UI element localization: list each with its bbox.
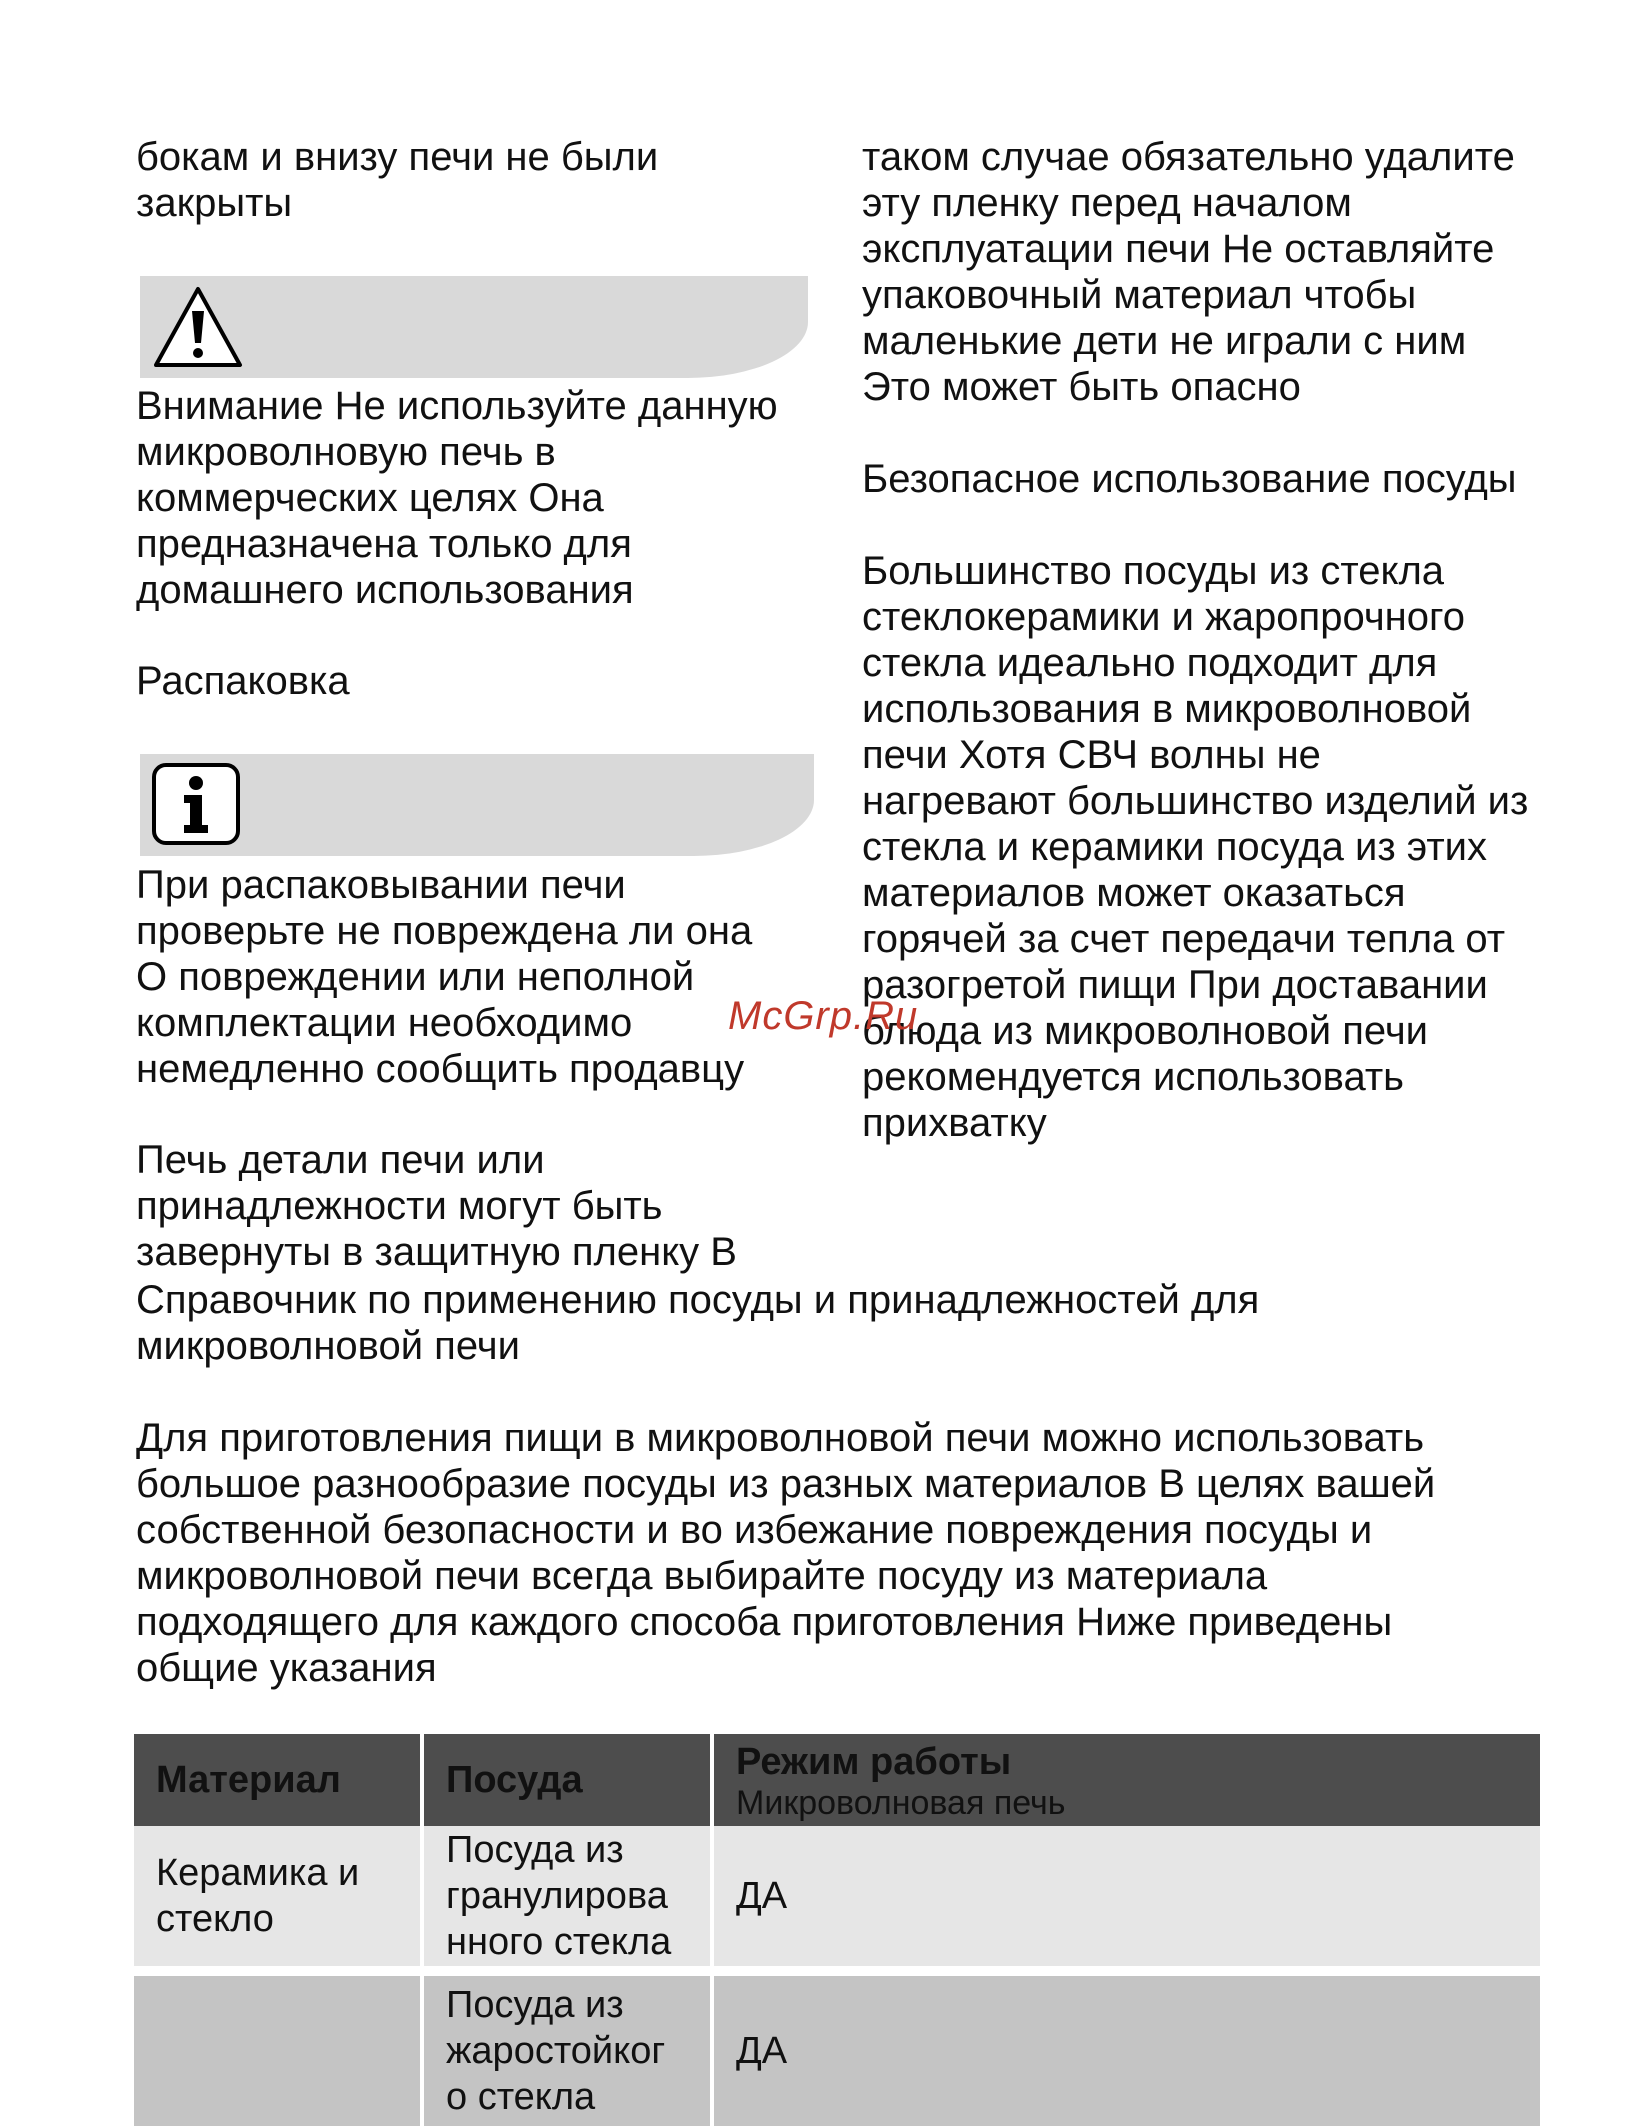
cell-dishware: Посуда из гранулирова нного стекла [422,1826,712,1971]
table-row [134,1826,1540,1971]
cell-material: Керамика и стекло [134,1826,422,1971]
cell-dishware: Посуда из жаростойког о стекла [422,1971,712,2126]
warning-text: Внимание Не используйте данную микроволновую печь в коммерческих целях Она предназначена только для домашнего использования [136,384,778,612]
paragraph-oven-sides: бокам и внизу печи не были закрыты [136,135,659,225]
glass-dishware-text: Большинство посуды из стекла стеклокерамики и жаропрочного стекла идеально подходит для использования в микроволновой печи Хотя СВЧ волны не нагревают большинство изделий из стекла и керамики посуда из этих материалов может оказаться горячей за счет передачи тепла от разогретой пищи При доставании блюда из микроволновой печи рекомендуется использовать прихватку [862,549,1529,1145]
header-mode-title: Режим работы [736,1741,1012,1783]
header-mode-subtitle: Микроволновая печь [736,1784,1066,1822]
watermark: McGrp.Ru [728,994,919,1038]
header-material: Материал [134,1734,422,1826]
info-banner [140,754,814,856]
heading-unpacking: Распаковка [136,659,350,703]
warning-banner [140,276,808,378]
dishware-table [134,1734,1540,2126]
header-mode [712,1734,1540,1826]
table-row [134,1971,1540,2126]
warning-triangle-icon [150,283,246,371]
protective-film-text: Печь детали печи или принадлежности могут быть завернуты в защитную пленку В [136,1138,737,1274]
remove-film-text: таком случае обязательно удалите эту пленку перед началом эксплуатации печи Не оставляйте упаковочный материал чтобы маленькие дети не играли с ним Это может быть опасно [862,135,1515,409]
cell-material [134,1971,422,2126]
header-dishware: Посуда [422,1734,712,1826]
dishware-guide-text: Для приготовления пищи в микроволновой печи можно использовать большое разнообразие посуды из разных материалов В целях вашей собственной безопасности и во избежание повреждения посуды и микроволновой печи всегда выбирайте посуду из материала подходящего для каждого способа приготовления Ниже приведены общие указания [136,1416,1436,1690]
heading-dishware-guide: Справочник по применению посуды и принадлежностей для микроволновой печи [136,1278,1260,1368]
heading-safe-dishware: Безопасное использование посуды [862,457,1517,501]
cell-mode: ДА [712,1971,1540,2126]
cell-mode: ДА [712,1826,1540,1971]
unpacking-text: При распаковывании печи проверьте не повреждена ли она О повреждении или неполной комплектации необходимо немедленно сообщить продавцу [136,863,753,1091]
info-icon [150,761,244,847]
